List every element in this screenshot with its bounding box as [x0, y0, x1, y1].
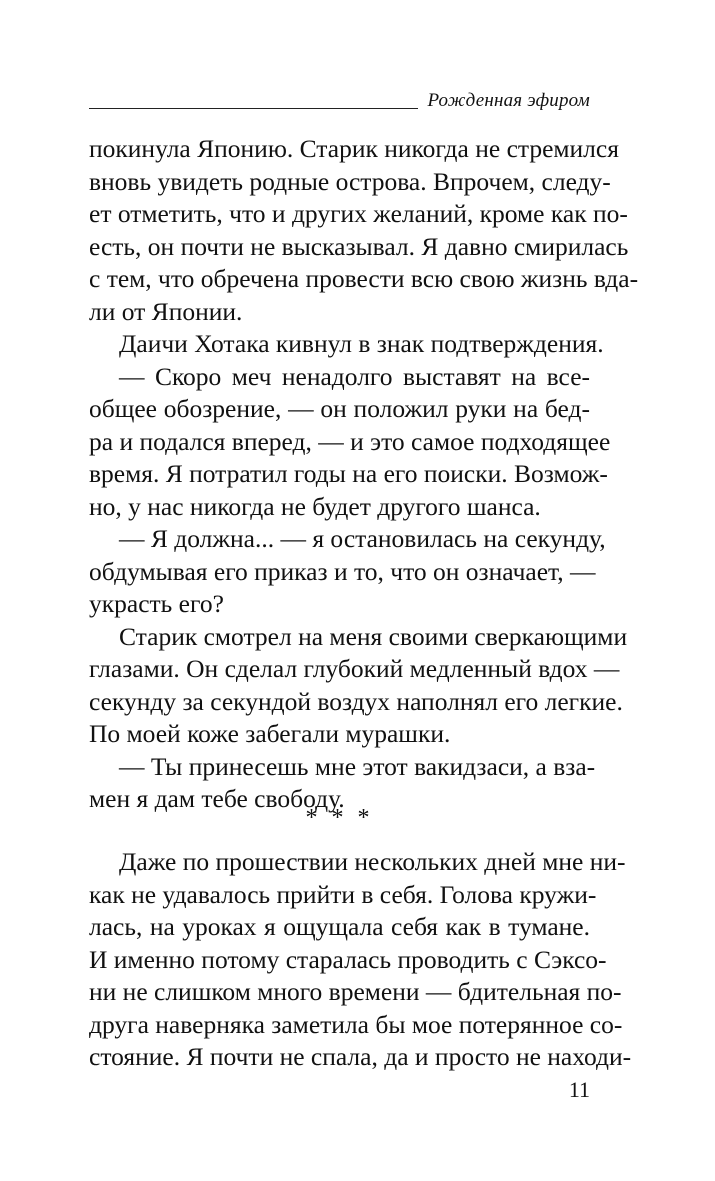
page-number: 11 [568, 1077, 590, 1102]
text-line: — Скоро меч ненадолго выставят на все- [119, 361, 590, 391]
text-line: время. Я потратил годы на его поиски. Возмож- [89, 459, 608, 488]
text-line: но, у нас никогда не будет другого шанса. [89, 491, 541, 521]
paragraph [89, 523, 606, 621]
text-line: По моей коже забегали мурашки. [89, 719, 451, 748]
running-title: Рожденная эфиром [427, 90, 590, 111]
text-line: лась, на уроках я ощущала себя как в тумане. [89, 912, 590, 941]
text-line: стояние. Я почти не спала, да и просто не находи- [89, 1042, 632, 1071]
paragraph [89, 621, 628, 751]
text-line: есть, он почти не высказывал. Я давно смирилась [89, 231, 629, 261]
text-line: Даже по прошествии нескольких дней мне ни- [119, 847, 626, 876]
text-line: глазами. Он сделал глубокий медленный вдох — [89, 654, 620, 683]
text-line: друга наверняка заметила бы мое потерянное со- [89, 1009, 623, 1039]
text-line: — Я должна... — я остановилась на секунду, [119, 524, 606, 553]
body-text-section-one [89, 133, 639, 816]
text-line: вновь увидеть родные острова. Впрочем, следу- [89, 166, 611, 196]
text-line: обдумывая его приказ и то, что он означает, — [89, 556, 596, 586]
paragraph [89, 361, 611, 524]
text-line: покинула Японию. Старик никогда не стремился [89, 134, 619, 163]
paragraph [89, 846, 632, 1074]
text-line: Старик смотрел на меня своими сверкающими [119, 621, 628, 651]
text-line: мен я дам тебе свободу. [89, 784, 345, 813]
paragraph [89, 328, 604, 361]
text-line: И именно потому старалась проводить с Сэксо- [89, 944, 607, 974]
text-line: украсть его? [89, 589, 224, 618]
text-line: ни не слишком много времени — бдительная по- [89, 977, 622, 1006]
text-line: ли от Японии. [89, 296, 243, 326]
text-line: с тем, что обречена провести всю свою жизнь вда- [89, 264, 639, 293]
text-line: как не удавалось прийти в себя. Голова кружи- [89, 879, 597, 909]
text-line: общее обозрение, — он положил руки на бед- [89, 394, 590, 423]
text-line: Даичи Хотака кивнул в знак подтверждения. [119, 329, 604, 358]
running-header [89, 88, 590, 114]
header-rule [89, 108, 418, 109]
paragraph [89, 133, 639, 328]
text-line: секунду за секундой воздух наполнял его легкие. [89, 686, 623, 716]
text-line: — Ты принесешь мне этот вакидзаси, а взa- [119, 751, 596, 781]
body-text-section-two [89, 846, 632, 1074]
text-line: ра и подался вперед, — и это самое подходящее [89, 426, 611, 456]
scene-break: * * * [305, 805, 374, 831]
text-line: ет отметить, что и других желаний, кроме как по- [89, 199, 628, 228]
